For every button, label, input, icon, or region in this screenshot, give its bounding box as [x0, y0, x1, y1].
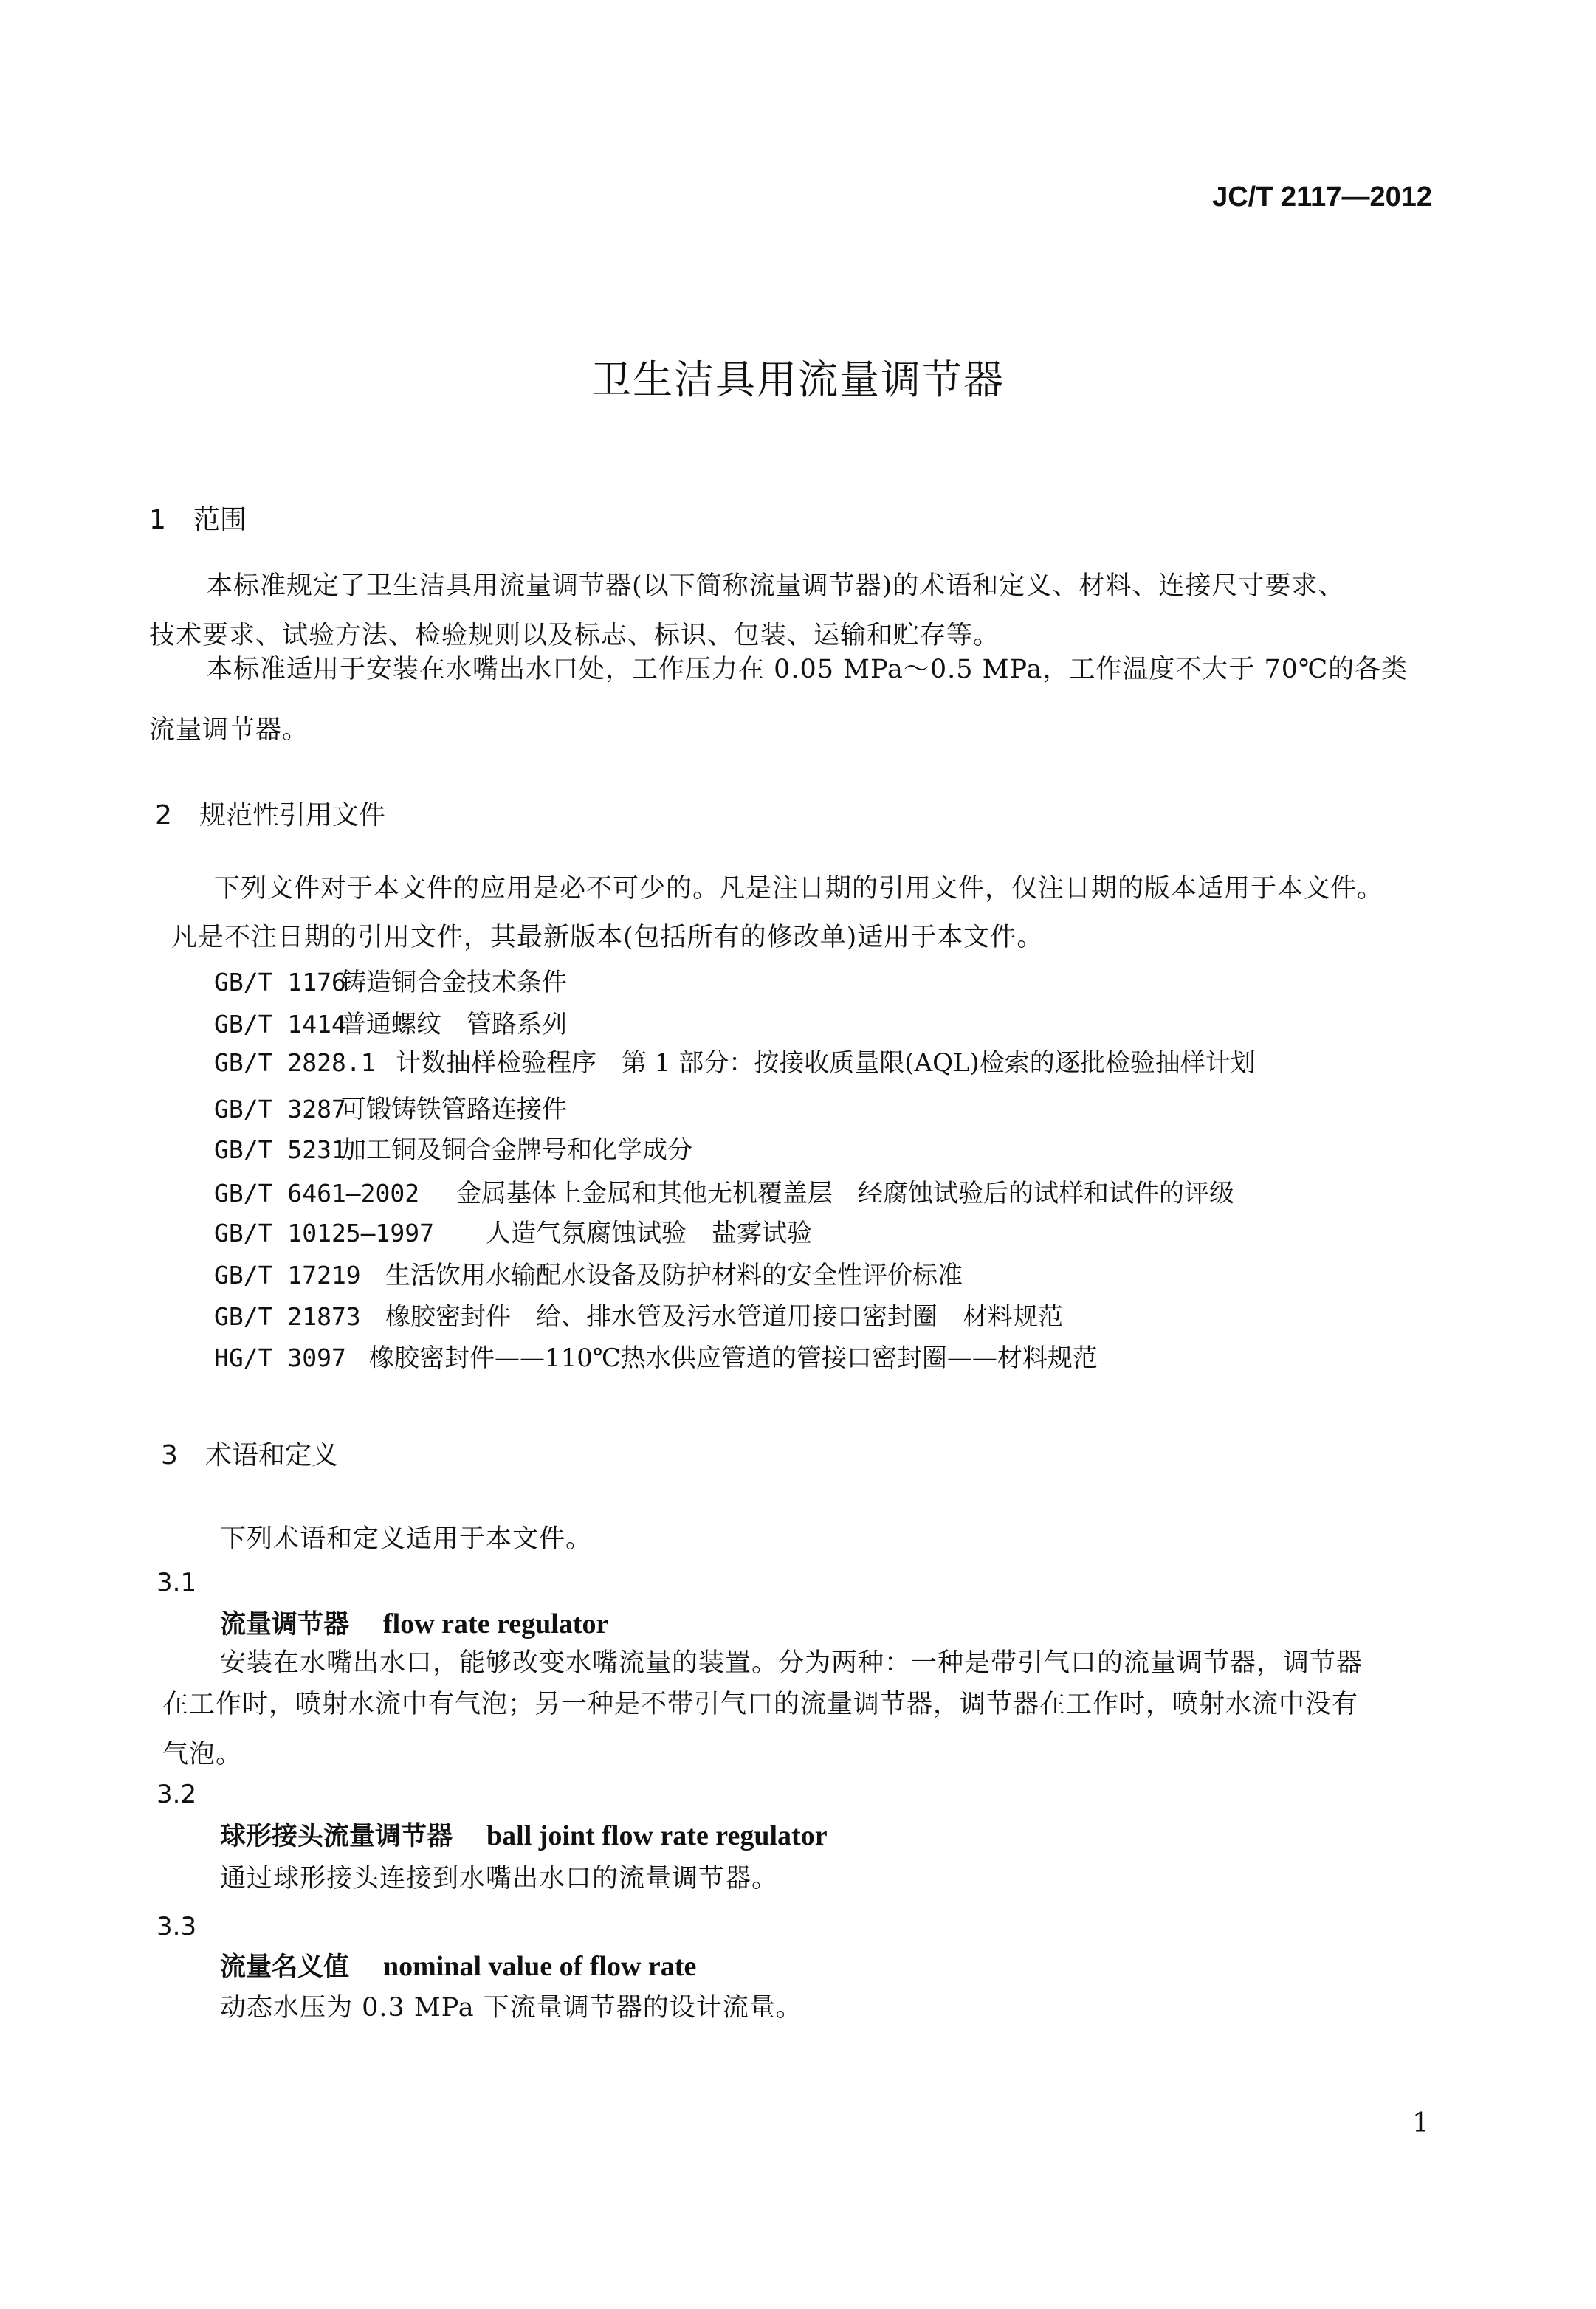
reference-code: GB/T 2828.1	[214, 1048, 376, 1077]
term-heading	[220, 1604, 608, 1641]
reference-title: 人造气氛腐蚀试验 盐雾试验	[486, 1219, 812, 1248]
reference-code: GB/T 3287	[214, 1095, 346, 1123]
reference-item	[214, 1213, 812, 1249]
section-1-heading	[149, 499, 247, 537]
paragraph-line: 下列术语和定义适用于本文件。	[220, 1524, 593, 1554]
reference-title: 铸造铜合金技术条件	[341, 968, 567, 997]
reference-item	[214, 1089, 567, 1125]
reference-code: GB/T 5231	[214, 1135, 346, 1164]
reference-item	[214, 1338, 1098, 1374]
paragraph-line: 气泡。	[162, 1740, 243, 1769]
paragraph-line: 技术要求、试验方法、检验规则以及标志、标识、包装、运输和贮存等。	[149, 621, 1000, 650]
section-title: 规范性引用文件	[199, 800, 386, 830]
reference-item	[214, 1129, 692, 1166]
reference-code: HG/T 3097	[214, 1343, 346, 1372]
reference-title: 普通螺纹 管路系列	[341, 1010, 567, 1039]
page-number: 1	[1412, 2108, 1429, 2138]
reference-item	[214, 1255, 963, 1291]
reference-title: 加工铜及铜合金牌号和化学成分	[341, 1135, 692, 1165]
term-english: nominal value of flow rate	[383, 1951, 697, 1982]
paragraph-line: 本标准适用于安装在水嘴出水口处，工作压力在 0.05 MPa～0.5 MPa，工作温度不大于 70℃的各类	[207, 655, 1408, 684]
term-heading	[220, 1816, 828, 1853]
reference-item	[214, 1042, 1256, 1078]
reference-code: GB/T 10125—1997	[214, 1219, 435, 1248]
section-number: 1	[149, 505, 166, 535]
paragraph-line: 凡是不注日期的引用文件，其最新版本(包括所有的修改单)适用于本文件。	[171, 923, 1044, 952]
term-number: 3.1	[156, 1568, 197, 1597]
reference-code: GB/T 6461—2002	[214, 1179, 420, 1208]
reference-code: GB/T 21873	[214, 1302, 361, 1331]
reference-item	[214, 1296, 1063, 1332]
standard-code: JC/T 2117—2012	[1212, 182, 1432, 213]
paragraph-line: 通过球形接头连接到水嘴出水口的流量调节器。	[220, 1864, 779, 1893]
term-chinese: 流量名义值	[220, 1952, 350, 1982]
section-3-heading	[161, 1434, 338, 1472]
term-number: 3.3	[156, 1912, 197, 1941]
section-2-heading	[155, 794, 385, 832]
section-title: 术语和定义	[205, 1440, 339, 1470]
term-chinese: 球形接头流量调节器	[220, 1822, 453, 1851]
reference-title: 金属基体上金属和其他无机覆盖层 经腐蚀试验后的试样和试件的评级	[456, 1179, 1234, 1208]
reference-code: GB/T 1176	[214, 968, 346, 997]
reference-title: 橡胶密封件 给、排水管及污水管道用接口密封圈 材料规范	[385, 1302, 1063, 1332]
paragraph-line: 在工作时，喷射水流中有气泡；另一种是不带引气口的流量调节器，调节器在工作时，喷射水流中没有	[162, 1690, 1359, 1719]
paragraph-line: 下列文件对于本文件的应用是必不可少的。凡是注日期的引用文件，仅注日期的版本适用于本文件。	[214, 874, 1384, 904]
paragraph-line: 本标准规定了卫生洁具用流量调节器(以下简称流量调节器)的术语和定义、材料、连接尺寸要求、	[207, 571, 1345, 601]
paragraph-line: 流量调节器。	[149, 715, 309, 745]
reference-code: GB/T 17219	[214, 1261, 361, 1290]
term-english: flow rate regulator	[383, 1608, 609, 1639]
section-number: 2	[155, 800, 172, 830]
term-english: ball joint flow rate regulator	[486, 1820, 828, 1851]
section-title: 范围	[193, 505, 247, 535]
reference-code: GB/T 1414	[214, 1010, 346, 1039]
document-title: 卫生洁具用流量调节器	[591, 357, 1005, 403]
term-chinese: 流量调节器	[220, 1610, 350, 1639]
term-number: 3.2	[156, 1780, 197, 1809]
term-heading	[220, 1947, 696, 1983]
reference-title: 生活饮用水输配水设备及防护材料的安全性评价标准	[385, 1261, 963, 1290]
paragraph-line: 安装在水嘴出水口，能够改变水嘴流量的装置。分为两种：一种是带引气口的流量调节器，调节器	[220, 1648, 1363, 1678]
reference-item	[214, 1004, 567, 1040]
reference-item	[214, 1173, 1234, 1209]
reference-title: 可锻铸铁管路连接件	[341, 1095, 567, 1124]
reference-title: 橡胶密封件——110℃热水供应管道的管接口密封圈——材料规范	[369, 1343, 1098, 1373]
reference-title: 计数抽样检验程序 第 1 部分：按接收质量限(AQL)检索的逐批检验抽样计划	[396, 1048, 1256, 1078]
section-number: 3	[161, 1440, 178, 1470]
reference-item	[214, 962, 567, 998]
paragraph-line: 动态水压为 0.3 MPa 下流量调节器的设计流量。	[220, 1993, 802, 2023]
